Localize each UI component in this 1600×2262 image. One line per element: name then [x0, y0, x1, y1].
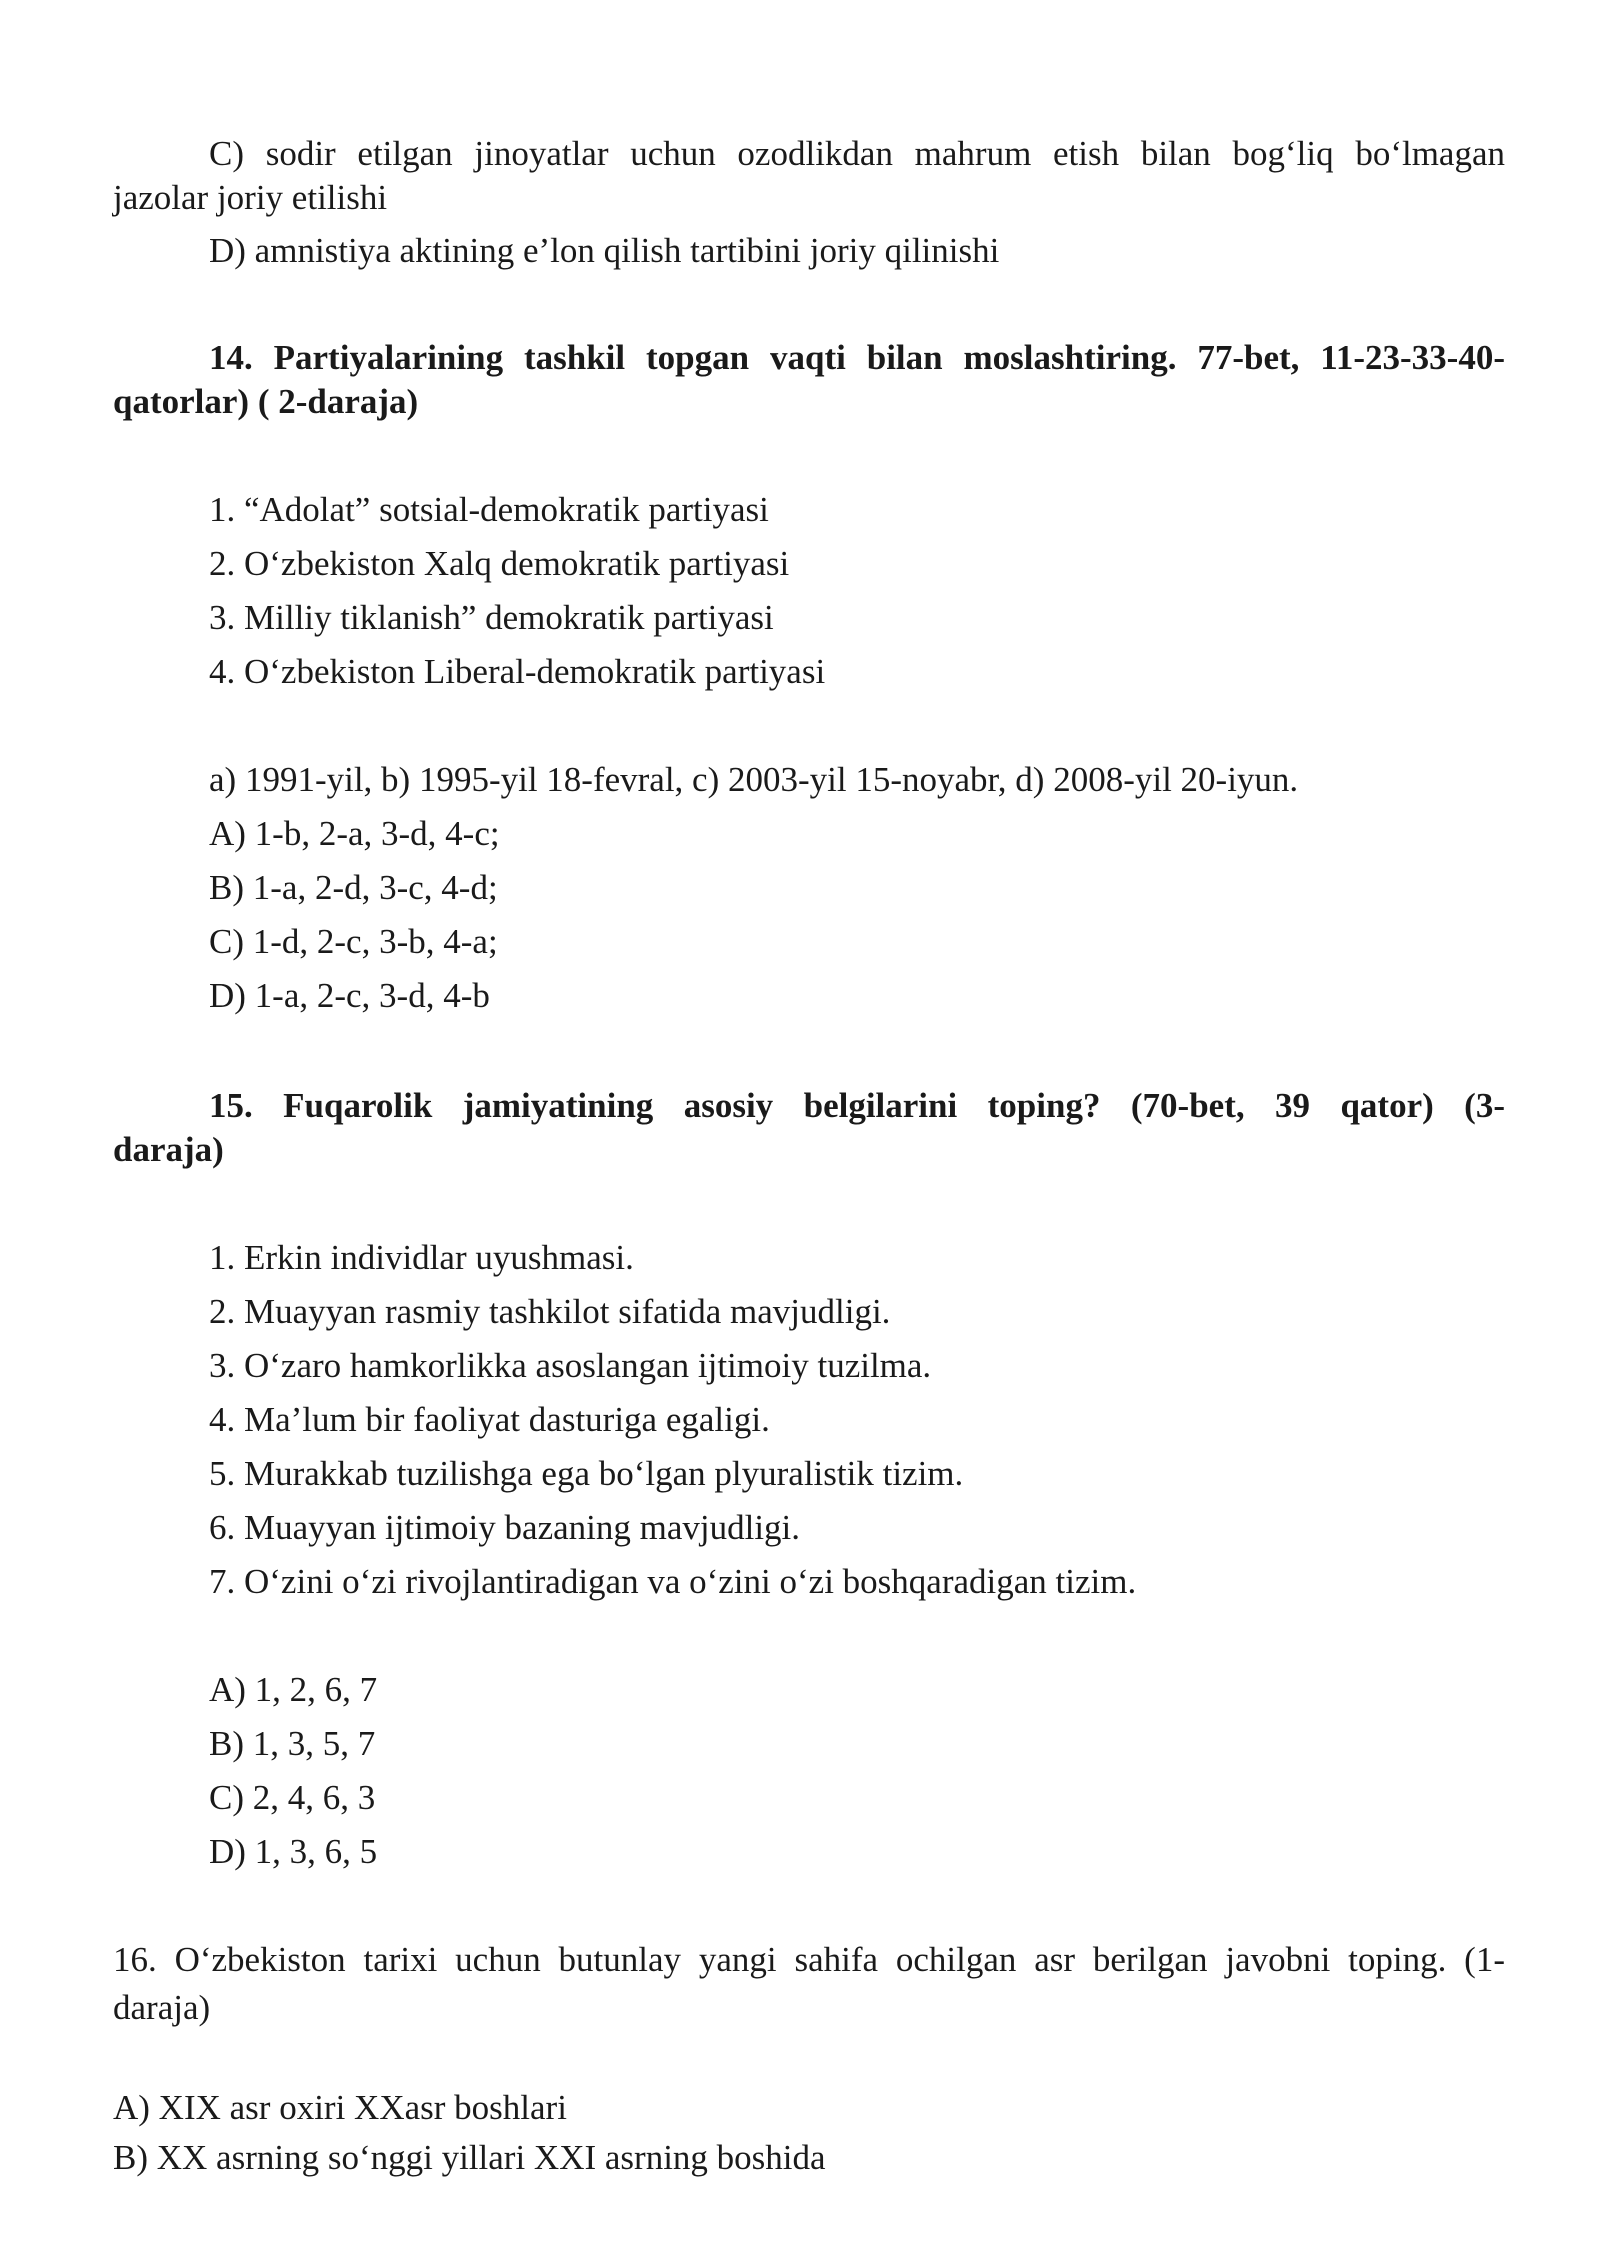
q14-option-a: A) 1-b, 2-a, 3-d, 4-c; [209, 814, 500, 853]
q14-option-c: C) 1-d, 2-c, 3-b, 4-a; [209, 922, 498, 961]
q14-item: 3. Milliy tiklanish” demokratik partiyasi [209, 598, 774, 637]
q15-option-d: D) 1, 3, 6, 5 [209, 1832, 378, 1871]
q15-item: 5. Murakkab tuzilishga ega bo‘lgan plyuralistik tizim. [209, 1454, 964, 1493]
q14-option-d: D) 1-a, 2-c, 3-d, 4-b [209, 976, 490, 1015]
q16-option-a: A) XIX asr oxiri XXasr boshlari [113, 2088, 567, 2127]
option-c-line2: jazolar joriy etilishi [113, 178, 388, 217]
q14-option-b: B) 1-a, 2-d, 3-c, 4-d; [209, 868, 498, 907]
option-c-line1: C) sodir etilgan jinoyatlar uchun ozodlikdan mahrum etish bilan bog‘liq bo‘lmagan [209, 134, 1505, 173]
q14-item: 2. O‘zbekiston Xalq demokratik partiyasi [209, 544, 790, 583]
q15-option-b: B) 1, 3, 5, 7 [209, 1724, 376, 1763]
q16-title-line1: 16. O‘zbekiston tarixi uchun butunlay yangi sahifa ochilgan asr berilgan javobni toping. (1- [113, 1940, 1505, 1979]
q15-item: 1. Erkin individlar uyushmasi. [209, 1238, 634, 1277]
q15-item: 2. Muayyan rasmiy tashkilot sifatida mavjudligi. [209, 1292, 891, 1331]
q14-dates: a) 1991-yil, b) 1995-yil 18-fevral, c) 2003-yil 15-noyabr, d) 2008-yil 20-iyun. [209, 760, 1299, 799]
q15-option-c: C) 2, 4, 6, 3 [209, 1778, 376, 1817]
q15-item: 3. O‘zaro hamkorlikka asoslangan ijtimoiy tuzilma. [209, 1346, 932, 1385]
q15-item: 6. Muayyan ijtimoiy bazaning mavjudligi. [209, 1508, 801, 1547]
q15-item: 4. Ma’lum bir faoliyat dasturiga egaligi. [209, 1400, 770, 1439]
q15-title-line1: 15. Fuqarolik jamiyatining asosiy belgilarini toping? (70-bet, 39 qator) (3- [209, 1086, 1505, 1125]
q16-title-line2: daraja) [113, 1988, 211, 2027]
q16-option-b: B) XX asrning so‘nggi yillari XXI asrning boshida [113, 2138, 826, 2177]
q14-title-line2: qatorlar) ( 2-daraja) [113, 382, 419, 421]
q15-title-line2: daraja) [113, 1130, 224, 1169]
q14-title-line1: 14. Partiyalarining tashkil topgan vaqti bilan moslashtiring. 77-bet, 11-23-33-40- [209, 338, 1505, 377]
q14-item: 4. O‘zbekiston Liberal-demokratik partiyasi [209, 652, 826, 691]
q15-option-a: A) 1, 2, 6, 7 [209, 1670, 378, 1709]
q15-item: 7. O‘zini o‘zi rivojlantiradigan va o‘zini o‘zi boshqaradigan tizim. [209, 1562, 1137, 1601]
q14-item: 1. “Adolat” sotsial-demokratik partiyasi [209, 490, 769, 529]
option-d: D) amnistiya aktining e’lon qilish tartibini joriy qilinishi [209, 231, 1000, 270]
